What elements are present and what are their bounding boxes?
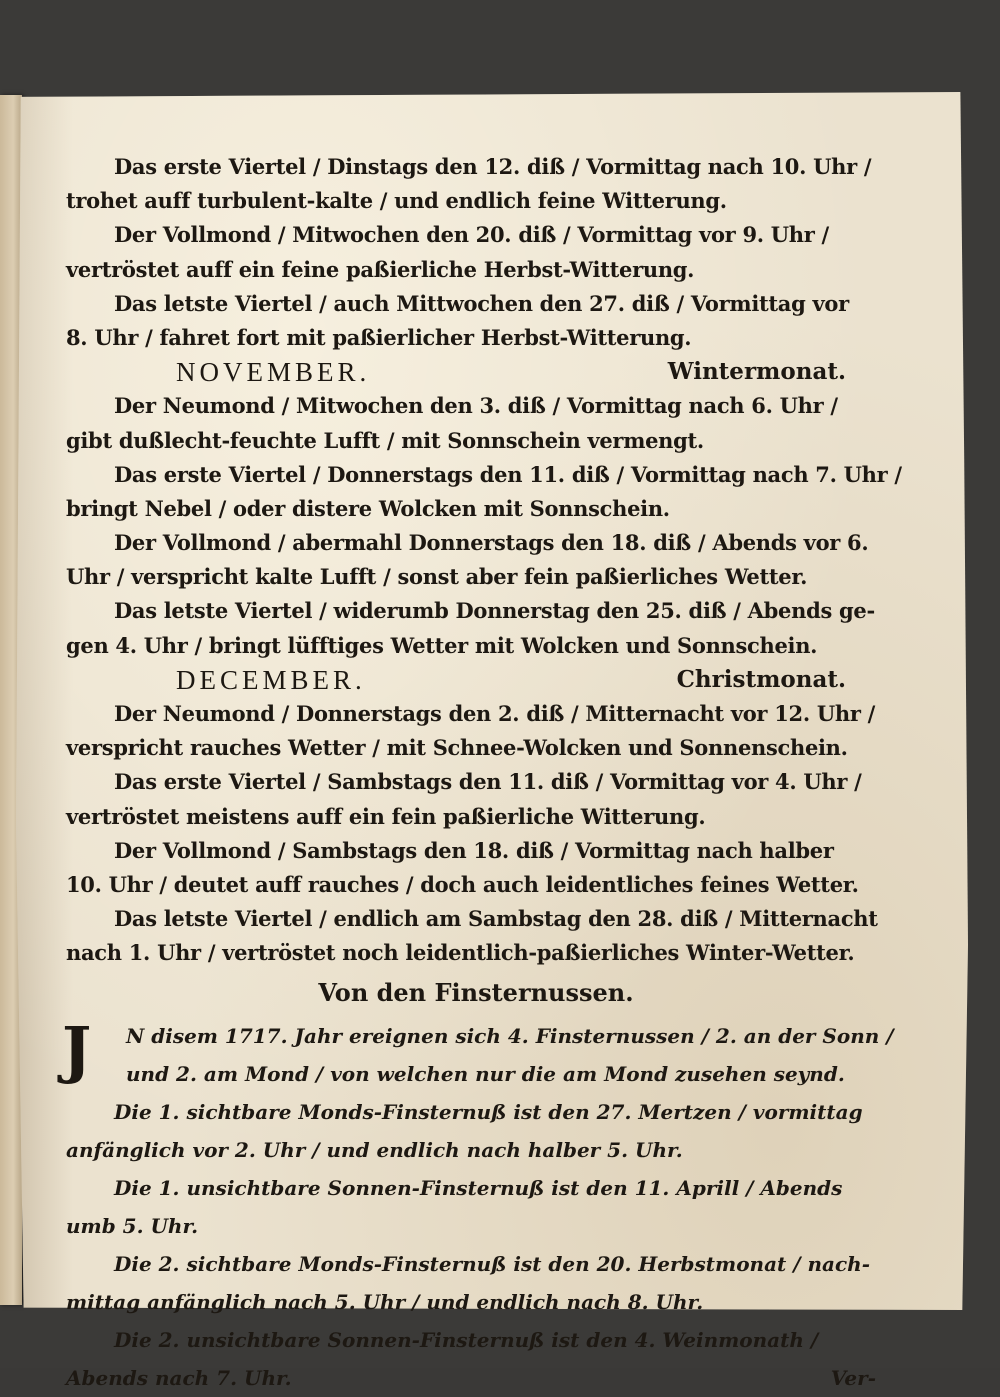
text-line: Das erste Viertel / Donnerstags den 11. diß / Vormittag nach 7. Uhr /	[114, 461, 902, 487]
text-line: Das letste Viertel / auch Mittwochen den 27. diß / Vormittag vor	[114, 290, 849, 316]
eclipses-title: Von den Finsternussen.	[318, 977, 634, 1007]
december-entries	[66, 697, 886, 971]
december-german-title: Christmonat.	[676, 665, 846, 693]
final-line-text: Abends nach 7. Uhr.	[66, 1365, 292, 1390]
text-line: Das letste Viertel / endlich am Sambstag den 28. diß / Mitternacht	[114, 906, 878, 932]
eclipse-entries	[66, 1093, 886, 1359]
text-line: 10. Uhr / deutet auff rauches / doch auch leidentliches feines Wetter.	[66, 871, 859, 897]
text-line: Die 2. unsichtbare Sonnen-Finsternuß ist den 4. Weinmonath /	[114, 1327, 819, 1352]
eclipses-intro	[62, 1012, 894, 1093]
text-line: vertröstet meistens auff ein fein paßierliche Witterung.	[66, 803, 706, 829]
text-line: nach 1. Uhr / vertröstet noch leidentlich-paßierliches Winter-Wetter.	[66, 940, 855, 966]
text-line: bringt Nebel / oder distere Wolcken mit Sonnschein.	[66, 495, 670, 521]
text-line: Das erste Viertel / Dinstags den 12. diß / Vormittag nach 10. Uhr /	[114, 154, 872, 179]
text-line: vertröstet auff ein feine paßierliche Herbst-Witterung.	[66, 256, 695, 282]
text-line: Der Vollmond / abermahl Donnerstags den 18. diß / Abends vor 6.	[114, 530, 869, 556]
text-line: anfänglich vor 2. Uhr / und endlich nach halber 5. Uhr.	[66, 1137, 683, 1162]
text-line: Der Vollmond / Mitwochen den 20. diß / Vormittag vor 9. Uhr /	[114, 222, 829, 248]
text-line: Die 1. unsichtbare Sonnen-Finsternuß ist den 11. Aprill / Abends	[114, 1175, 843, 1200]
october-remainder	[66, 150, 886, 355]
text-line: gibt dußlecht-feuchte Lufft / mit Sonnschein vermengt.	[66, 427, 704, 453]
text-line: umb 5. Uhr.	[66, 1213, 199, 1238]
text-line: verspricht rauches Wetter / mit Schnee-Wolcken und Sonnenschein.	[66, 735, 848, 761]
november-heading	[66, 355, 886, 389]
text-line: Das letste Viertel / widerumb Donnerstag den 25. diß / Abends ge-	[114, 598, 875, 624]
text-line: Die 2. sichtbare Monds-Finsternuß ist den 20. Herbstmonat / nach-	[114, 1251, 871, 1276]
eclipse-intro-line: N disem 1717. Jahr ereignen sich 4. Finsternussen / 2. an der Sonn /	[126, 1023, 894, 1048]
text-line: Das erste Viertel / Sambstags den 11. diß / Vormittag vor 4. Uhr /	[114, 769, 862, 795]
eclipse-intro-line: und 2. am Mond / von welchen nur die am Mond zusehen seynd.	[126, 1061, 845, 1086]
november-german-title: Wintermonat.	[667, 358, 846, 386]
text-line: gen 4. Uhr / bringt lüfftiges Wetter mit Wolcken und Sonnschein.	[66, 632, 818, 658]
text-line: trohet auff turbulent-kalte / und endlich feine Witterung.	[66, 188, 727, 214]
catchword: Ver-	[830, 1365, 876, 1390]
page-text	[62, 150, 902, 1397]
november-entries	[66, 389, 902, 663]
text-line: 8. Uhr / fahret fort mit paßierlicher Herbst-Witterung.	[66, 324, 692, 350]
december-roman-title: DECEMBER.	[176, 664, 366, 695]
text-line: mittag anfänglich nach 5. Uhr / und endlich nach 8. Uhr.	[66, 1289, 704, 1314]
text-line: Der Vollmond / Sambstags den 18. diß / Vormittag nach halber	[114, 837, 834, 863]
text-line: Uhr / verspricht kalte Lufft / sonst aber fein paßierliches Wetter.	[66, 564, 808, 590]
final-line	[66, 1359, 886, 1397]
text-line: Der Neumond / Mitwochen den 3. diß / Vormittag nach 6. Uhr /	[114, 393, 838, 419]
december-heading	[66, 663, 886, 697]
november-roman-title: NOVEMBER.	[176, 357, 371, 388]
drop-cap: J	[62, 1012, 92, 1086]
text-line: Die 1. sichtbare Monds-Finsternuß ist den 27. Mertzen / vormittag	[114, 1099, 863, 1124]
text-line: Der Neumond / Donnerstags den 2. diß / Mitternacht vor 12. Uhr /	[114, 701, 875, 726]
